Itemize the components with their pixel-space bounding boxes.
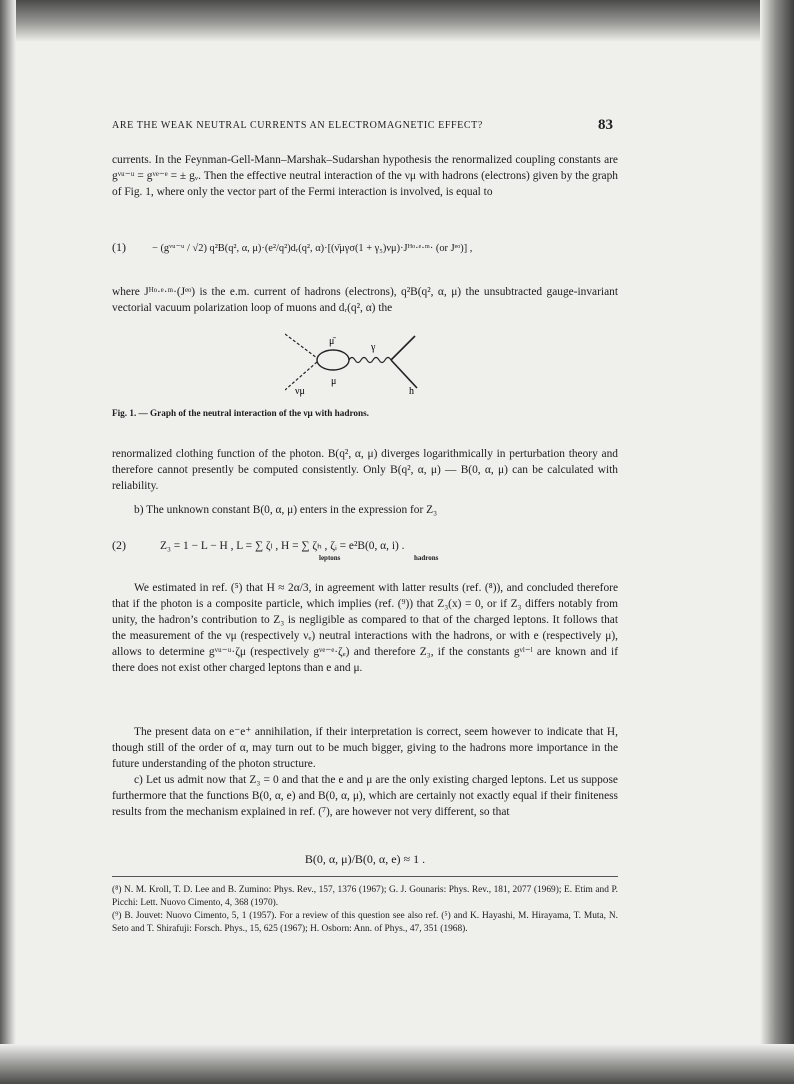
- feynman-diagram: [285, 328, 445, 400]
- scan-shadow-bottom: [0, 1044, 794, 1084]
- equation-2: [112, 530, 618, 566]
- figure-caption: Fig. 1. — Graph of the neutral interaction of the νμ with hadrons.: [112, 408, 369, 418]
- label-muon: μ: [331, 376, 337, 387]
- paragraph-3: We estimated in ref. (⁵) that H ≈ 2α/3, in agreement with latter results (ref. (⁸)), and concluded therefore that if the photon is a composite particle, which implies (ref. (⁹)) that Z₃(x) = 0, or if Z₃ differs notably from unity, the hadron’s contribution to Z₃ is negligible as compared to that of the charged leptons. It follows that the measurement of the νμ (respectively νₑ) neutral interactions with the hadrons, or with e (respectively μ), allows to determine gᵛᵘ⁻ᵘ·ζμ (respectively gᵛᵉ⁻ᵉ·ζₑ) and therefore Z₃, if the constants gᵛˡ⁻ˡ are known and if there does not exist other charged leptons than e and μ.: [112, 582, 618, 674]
- label-photon: γ: [371, 342, 376, 353]
- after-equation-1: where Jᴴᵒ·ᵉ·ᵐ·(Jᵉᵒ) is the e.m. current of hadrons (electrons), q²B(q², α, μ) the unsubtracted gauge-invariant vectorial vacuum polarization loop of muons and dᵣ(q², α) the: [112, 286, 618, 314]
- equation-2-label: (2): [112, 538, 126, 552]
- photon-propagator: [349, 358, 391, 363]
- footnotes: [112, 884, 618, 936]
- label-hadron: h: [409, 386, 414, 397]
- running-title: ARE THE WEAK NEUTRAL CURRENTS AN ELECTROMAGNETIC EFFECT?: [112, 120, 483, 131]
- muon-loop: [317, 350, 349, 370]
- footnote-rule: [112, 876, 618, 877]
- scan-shadow-left: [0, 0, 16, 1084]
- scan-shadow-right: [760, 0, 794, 1084]
- scan-shadow-top: [0, 0, 794, 42]
- intro-paragraph: currents. In the Feynman-Gell-Mann–Marshak–Sudarshan hypothesis the renormalized coupling constants are gᵛᵘ⁻ᵘ = gᵛᵉ⁻ᵉ = ± gᵥ. Then the effective neutral interaction of the νμ with hadrons (electrons) given by the graph of Fig. 1, where only the vector part of the Fermi interaction is involved, is equal to: [112, 154, 618, 198]
- label-neutrino: νμ: [295, 386, 305, 397]
- neutrino-line-in: [285, 334, 317, 358]
- hadron-line-lower: [391, 360, 417, 388]
- page-number: 83: [598, 117, 613, 133]
- equation-3: B(0, α, μ)/B(0, α, e) ≈ 1 .: [304, 852, 426, 866]
- equation-1-body: − (gᵛᵘ⁻ᵘ / √2) q²B(q², α, μ)·(e²/q²)dᵣ(q², α)·[(ν̄μγσ(1 + γ₅)νμ)·Jᴴᵒ·ᵉ·ᵐ· (or Jᵉᵒ)] ,: [152, 243, 473, 254]
- sum-caption-hadrons: hadrons: [414, 554, 439, 562]
- footnote-8: (⁸) N. M. Kroll, T. D. Lee and B. Zumino: Phys. Rev., 157, 1376 (1967); G. J. Gounaris: Phys. Rev., 181, 2077 (1969); E. Etim and P. Picchi: Lett. Nuovo Cimento, 4, 368 (1970).: [112, 885, 618, 908]
- sum-caption-leptons: leptons: [319, 554, 341, 562]
- equation-2-body: Z₃ = 1 − L − H , L = ∑ ζₗ , H = ∑ ζₕ , ζᵢ = e²B(0, α, i) .: [160, 540, 405, 552]
- equation-1: [112, 232, 618, 262]
- paragraph-c: c) Let us admit now that Z₃ = 0 and that the e and μ are the only existing charged leptons. Let us suppose furthermore that the functions B(0, α, e) and B(0, α, μ), which are certainly not exactly equal if their finiteness results from the mechanism explained in ref. (⁷), are however not very different, so that: [112, 774, 618, 818]
- footnote-9: (⁹) B. Jouvet: Nuovo Cimento, 5, 1 (1957). For a review of this question see also ref. (⁵) and K. Hayashi, M. Hirayama, T. Muta, N. Seto and T. Shirafuji: Forsch. Phys., 15, 625 (1967); H. Osborn: Ann. of Phys., 47, 351 (1968).: [112, 911, 618, 934]
- equation-1-label: (1): [112, 240, 126, 254]
- paragraph-2: renormalized clothing function of the photon. B(q², α, μ) diverges logarithmically in perturbation theory and therefore cannot presently be computed consistently. Only B(q², α, μ) — B(0, α, μ) can be calculated with reliability.: [112, 448, 618, 492]
- paragraph-4: The present data on e⁻e⁺ annihilation, if their interpretation is correct, seem however to indicate that H, though still of the order of α, may turn out to be much bigger, giving to the hadrons more importance in the future understanding of the photon structure.: [112, 726, 618, 770]
- hadron-line-upper: [391, 336, 415, 360]
- paragraph-b: b) The unknown constant B(0, α, μ) enters in the expression for Z₃: [134, 504, 438, 516]
- label-muon-bar: μ̄: [329, 336, 335, 347]
